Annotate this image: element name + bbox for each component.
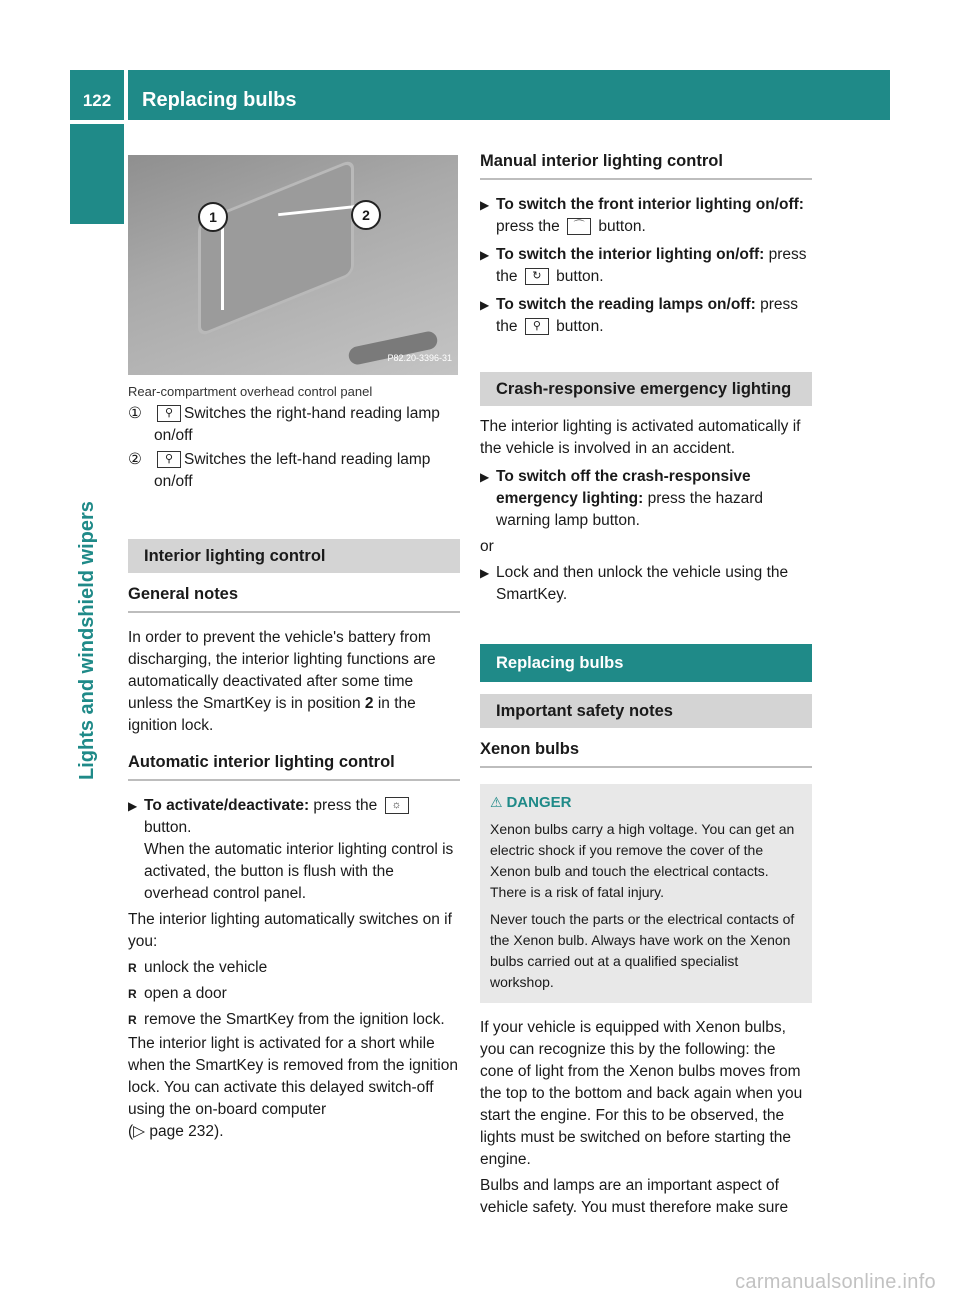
legend-number: ① [128, 405, 142, 422]
legend-text: Switches the left-hand reading lamp on/off [154, 451, 431, 490]
page-number: 122 [70, 70, 124, 120]
arrow-icon: ▶ [480, 198, 490, 212]
manual-heading: Manual interior lighting control [480, 150, 812, 180]
step: ▶ Lock and then unlock the vehicle using the SmartKey. [480, 562, 812, 606]
sidebar-label: Lights and windshield wipers [76, 501, 98, 780]
sidebar-label-wrap [76, 501, 132, 836]
step: ▶ To switch the front interior lighting on/off: press the ⌒ button. [480, 194, 812, 238]
reading-lamp-icon: ⚲ [157, 451, 181, 468]
callout-1-line [221, 225, 224, 310]
danger-text: Xenon bulbs carry a high voltage. You can get an electric shock if you remove the cover of the Xenon bulb and touch the electrical contacts. There is a risk of fatal injury. [490, 821, 795, 900]
bullet-item: R open a door [128, 985, 227, 1002]
step: ▶ To switch the interior lighting on/off: press the ↻ button. [480, 244, 812, 288]
callout-2: 2 [351, 200, 381, 230]
or-text: or [480, 538, 494, 555]
xenon-heading: Xenon bulbs [480, 738, 812, 768]
xenon-text: If your vehicle is equipped with Xenon bulbs, you can recognize this by the following: the cone of light from the Xenon bulbs moves from the top to the bottom and back again when you start the engine. For this to be observed, the lights must be switched on before starting the engine. [480, 1019, 803, 1168]
general-notes-heading: General notes [128, 583, 460, 613]
legend-item [128, 449, 460, 493]
interior-light-icon: ↻ [525, 268, 549, 285]
arrow-icon: ▶ [480, 566, 490, 580]
arrow-icon: ▶ [480, 298, 490, 312]
arrow-icon: ▶ [480, 248, 490, 262]
callout-1: 1 [198, 202, 228, 232]
legend-text: Switches the right-hand reading lamp on/off [154, 405, 440, 444]
legend-item [128, 403, 460, 447]
safety-heading: Important safety notes [480, 694, 812, 728]
bullet-item: R unlock the vehicle [128, 959, 268, 976]
figure-caption: Rear-compartment overhead control panel [128, 384, 373, 399]
activated-text: The interior light is activated for a short while when the SmartKey is removed from the ignition lock. You can activate this delayed switch-off using the on-board computer [128, 1035, 458, 1118]
front-light-icon: ⌒ [567, 218, 591, 235]
page-title: Replacing bulbs [142, 89, 297, 111]
warning-icon: ⚠ [490, 794, 503, 810]
sidebar-block [70, 124, 124, 224]
step: ▶ To activate/deactivate: press the ☼ button. When the automatic interior lighting control is activated, the button is flush with the overhead control panel. [128, 795, 460, 905]
crash-text: The interior lighting is activated automatically if the vehicle is involved in an accident. [480, 418, 801, 457]
step: ▶ To switch the reading lamps on/off: press the ⚲ button. [480, 294, 812, 338]
general-text: In order to prevent the vehicle's battery from discharging, the interior lighting functions are automatically deactivated after some time unless the SmartKey is in position 2 in the ignition lock. [128, 629, 436, 734]
auto-heading: Automatic interior lighting control [128, 751, 460, 781]
danger-box [480, 784, 812, 1003]
reading-lamp-icon: ⚲ [525, 318, 549, 335]
danger-title-row: ⚠ DANGER [490, 794, 572, 811]
bulbs-text: Bulbs and lamps are an important aspect of vehicle safety. You must therefore make sure [480, 1177, 789, 1216]
arrow-icon: ▶ [128, 799, 138, 813]
image-code: P82.20-3396-31 [387, 353, 452, 363]
legend-number: ② [128, 451, 142, 468]
step: ▶ To switch off the crash-responsive emergency lighting: press the hazard warning lamp button. [480, 466, 812, 532]
auto-light-icon: ☼ [385, 797, 409, 814]
replacing-heading: Replacing bulbs [480, 644, 812, 682]
site-watermark: carmanualsonline.info [735, 1271, 936, 1293]
arrow-icon: ▶ [480, 470, 490, 484]
left-column [128, 155, 460, 1143]
danger-text: Never touch the parts or the electrical contacts of the Xenon bulb. Always have work on the Xenon bulbs carried out at a qualified specialist workshop. [490, 911, 795, 990]
reading-lamp-icon: ⚲ [157, 405, 181, 422]
page-ref[interactable]: (▷ page 232). [128, 1123, 224, 1140]
crash-heading: Crash-responsive emergency lighting [480, 372, 812, 406]
bullet-item: R remove the SmartKey from the ignition lock. [128, 1011, 445, 1028]
overhead-panel-photo [128, 155, 458, 375]
right-column [480, 150, 812, 1219]
interior-heading: Interior lighting control [128, 539, 460, 573]
switches-on-text: The interior lighting automatically switches on if you: [128, 911, 452, 950]
